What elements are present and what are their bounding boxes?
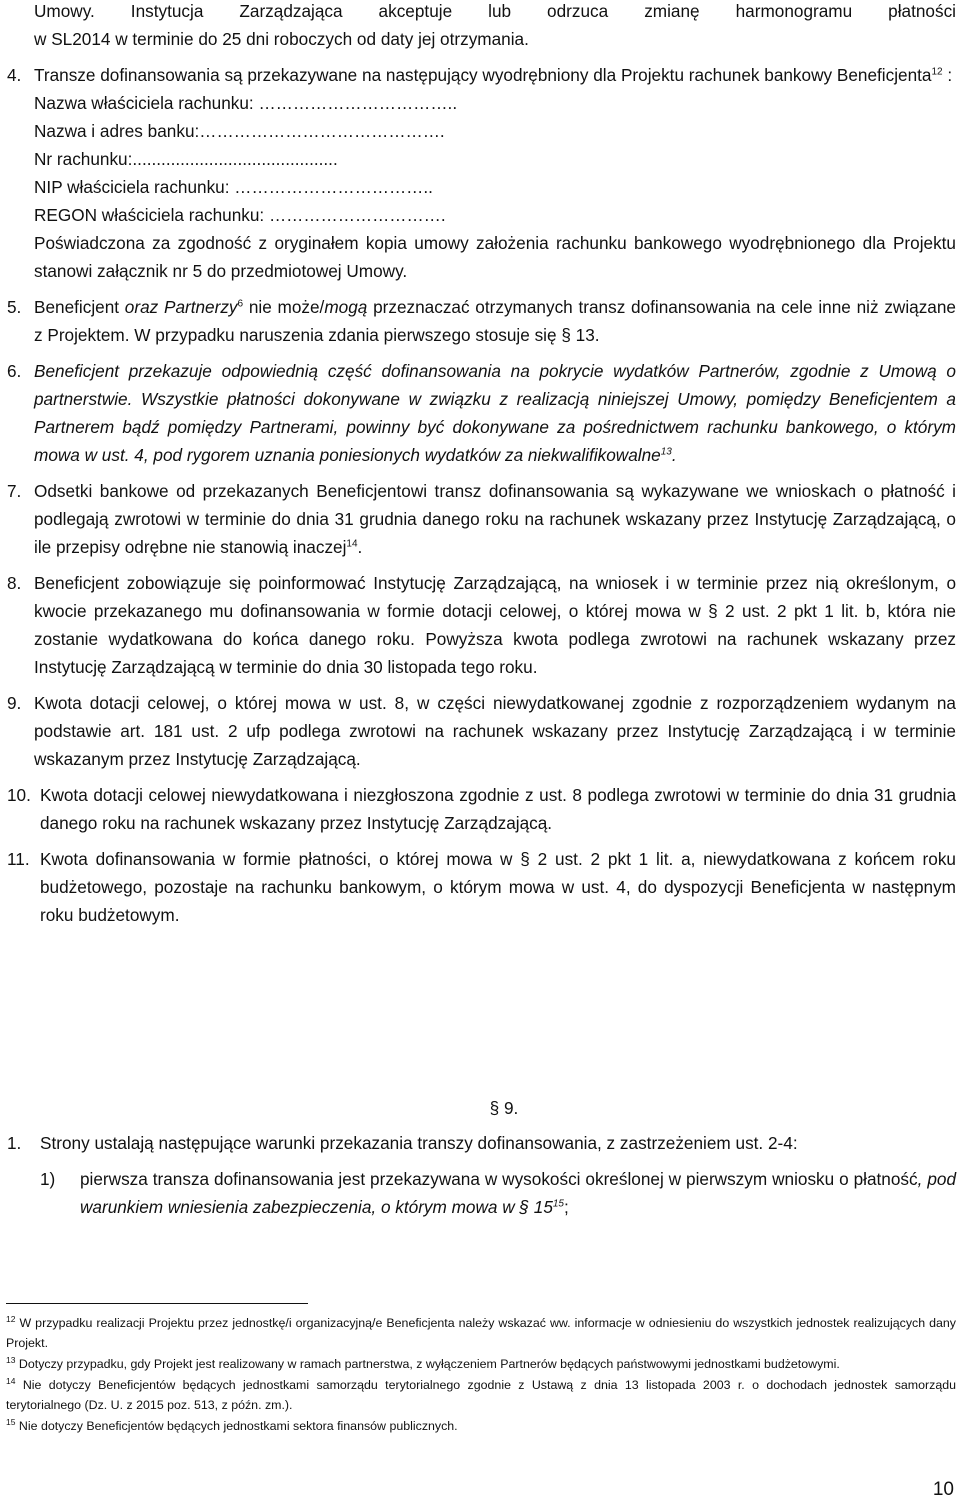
footnote-13 xyxy=(6,1354,956,1374)
intro-line-1: Umowy. Instytucja Zarządzająca akceptuje lub odrzuca zmianę harmonogramu płatności xyxy=(34,1,956,21)
item-number: 4. xyxy=(7,65,22,85)
intro-line-2: w SL2014 w terminie do 25 dni roboczych od daty jej otrzymania. xyxy=(34,29,529,49)
subitem-number: 1) xyxy=(40,1169,56,1189)
section-heading xyxy=(0,1094,960,1122)
footnotes xyxy=(6,1313,956,1437)
field-regon: REGON właściciela rachunku: …………………………. xyxy=(34,205,446,225)
list-item-11 xyxy=(0,845,960,929)
footnote-text: Nie dotyczy Beneficjentów będących jednostkami samorządu terytorialnego zgodnie z Ustawą z dnia 13 listopada 2003 r. o dochodach jednostek samorządu terytorialnego (Dz. U. z 2015 poz. 513, z późn. zm.). xyxy=(6,1378,956,1412)
footnote-number: 14 xyxy=(6,1375,16,1386)
item-7-text-end: . xyxy=(357,537,363,557)
footnote-ref-6: 6 xyxy=(237,298,244,310)
subitem-1-text-italic: , pod warunkiem wniesienia zabezpieczenia, o którym mowa w § 15 xyxy=(80,1169,956,1217)
section-body xyxy=(0,1129,960,1221)
footnote-number: 15 xyxy=(6,1416,16,1427)
section-subitem-1 xyxy=(0,1165,960,1221)
item-4-text: Transze dofinansowania są przekazywane na następujący wyodrębniony dla Projektu rachunek bankowy Beneficjenta xyxy=(34,65,932,85)
footnote-number: 13 xyxy=(6,1354,16,1365)
footnote-text: Nie dotyczy Beneficjentów będących jednostkami sektora finansów publicznych. xyxy=(15,1419,458,1433)
footnote-15 xyxy=(6,1416,956,1436)
footnote-ref-12: 12 xyxy=(931,66,943,78)
field-account-owner: Nazwa właściciela rachunku: …………………………….. xyxy=(34,93,458,113)
item-11-text: Kwota dofinansowania w formie płatności, o której mowa w § 2 ust. 2 pkt 1 lit. a, niewydatkowana z końcem roku budżetowego, pozostaje na rachunku bankowym, o którym mowa w ust. 4, do dyspozycji Beneficjenta w następnym roku budżetowym. xyxy=(40,849,956,925)
footnote-number: 12 xyxy=(6,1313,16,1324)
footnote-ref-15: 15 xyxy=(552,1198,564,1210)
item-5-text-c: nie może/ xyxy=(243,297,325,317)
list-item-8 xyxy=(0,569,960,681)
subitem-1-text: pierwsza transza dofinansowania jest przekazywana w wysokości określonej w pierwszym wniosku o płatność xyxy=(80,1169,918,1189)
item-8-text: Beneficjent zobowiązuje się poinformować Instytucję Zarządzającą, na wniosek i w terminie przez nią określonym, o kwocie przekazanego mu dofinansowania w formie dotacji celowej, o której mowa w § 2 ust. 2 pkt 1 lit. b, która nie zostanie wydatkowana do końca danego roku. Powyższa kwota podlega zwrotowi na rachunek wskazany przez Instytucję Zarządzającą w terminie do dnia 30 listopada tego roku. xyxy=(34,573,956,677)
item-5-text-b: oraz Partnerzy xyxy=(124,297,238,317)
item-number: 10. xyxy=(7,785,31,805)
item-6-text: Beneficjent przekazuje odpowiednią część dofinansowania na pokrycie wydatków Partnerów, zgodnie z Umową o partnerstwie. Wszystkie płatności dokonywane w związku z realizacją niniejszej Umowy, pomiędzy Beneficjentem a Partnerem bądź pomiędzy Partnerami, powinny być dokonywane za pośrednictwem rachunku bankowego, o którym mowa w ust. 4, pod rygorem uznania poniesionych wydatków za niekwalifikowalne xyxy=(34,361,956,465)
section-item-1-text: Strony ustalają następujące warunki przekazania transzy dofinansowania, z zastrzeżeniem ust. 2-4: xyxy=(40,1133,798,1153)
page-number: 10 xyxy=(932,1479,954,1500)
item-4-note: Poświadczona za zgodność z oryginałem kopia umowy założenia rachunku bankowego wyodrębnionego dla Projektu stanowi załącznik nr 5 do przedmiotowej Umowy. xyxy=(34,233,956,281)
item-6-text-end: . xyxy=(671,445,677,465)
list-item-4 xyxy=(0,61,960,285)
footnote-ref-14: 14 xyxy=(346,538,358,550)
list-item-9 xyxy=(0,689,960,773)
list-item-6 xyxy=(0,357,960,469)
section-item-1 xyxy=(0,1129,960,1157)
field-account-number: Nr rachunku:........................................... xyxy=(34,149,338,169)
item-number: 9. xyxy=(7,693,22,713)
item-9-text: Kwota dotacji celowej, o której mowa w ust. 8, w części niewydatkowanej zgodnie z rozporządzeniem wydanym na podstawie art. 181 ust. 2 ufp podlega zwrotowi na rachunek wskazany przez Instytucję Zarządzającą i w terminie wskazanym przez Instytucję Zarządzającą. xyxy=(34,693,956,769)
item-number: 5. xyxy=(7,297,22,317)
field-nip: NIP właściciela rachunku: …………………………….. xyxy=(34,177,433,197)
footnote-ref-13: 13 xyxy=(660,446,672,458)
intro-paragraph xyxy=(0,0,960,53)
field-bank-name: Nazwa i adres banku:……………………………………. xyxy=(34,121,445,141)
list-item-5 xyxy=(0,293,960,349)
footnote-separator xyxy=(6,1303,308,1304)
item-4-text-end: : xyxy=(942,65,953,85)
item-5-text-d: mogą xyxy=(324,297,368,317)
item-number: 7. xyxy=(7,481,22,501)
footnote-text: Dotyczy przypadku, gdy Projekt jest realizowany w ramach partnerstwa, z wyłączeniem Partnerów będących państwowymi jednostkami budżetowymi. xyxy=(15,1357,840,1371)
footnote-text: W przypadku realizacji Projektu przez jednostkę/i organizacyjną/e Beneficjenta należy wskazać ww. informacje w odniesieniu do wszystkich jednostek realizujących dany Projekt. xyxy=(6,1316,956,1350)
item-number: 1. xyxy=(7,1133,22,1153)
section-title: § 9. xyxy=(489,1098,519,1118)
item-10-text: Kwota dotacji celowej niewydatkowana i niezgłoszona zgodnie z ust. 8 podlega zwrotowi w terminie do dnia 31 grudnia danego roku na rachunek wskazany przez Instytucję Zarządzającą. xyxy=(40,785,956,833)
item-5-text-e: przeznaczać otrzymanych transz dofinansowania na cele inne niż związane z Projektem. W przypadku naruszenia zdania pierwszego stosuje się § 13. xyxy=(34,297,956,345)
subitem-1-text-end: ; xyxy=(564,1197,569,1217)
item-number: 6. xyxy=(7,361,22,381)
list-item-7 xyxy=(0,477,960,561)
list-item-10 xyxy=(0,781,960,837)
item-number: 11. xyxy=(7,849,30,869)
item-7-text: Odsetki bankowe od przekazanych Beneficjentowi transz dofinansowania są wykazywane we wnioskach o płatność i podlegają zwrotowi w terminie do dnia 31 grudnia danego roku na rachunek wskazany przez Instytucję Zarządzającą, o ile przepisy odrębne nie stanowią inaczej xyxy=(34,481,956,557)
footnote-14 xyxy=(6,1375,956,1415)
item-number: 8. xyxy=(7,573,22,593)
footnote-12 xyxy=(6,1313,956,1353)
item-5-text-a: Beneficjent xyxy=(34,297,125,317)
